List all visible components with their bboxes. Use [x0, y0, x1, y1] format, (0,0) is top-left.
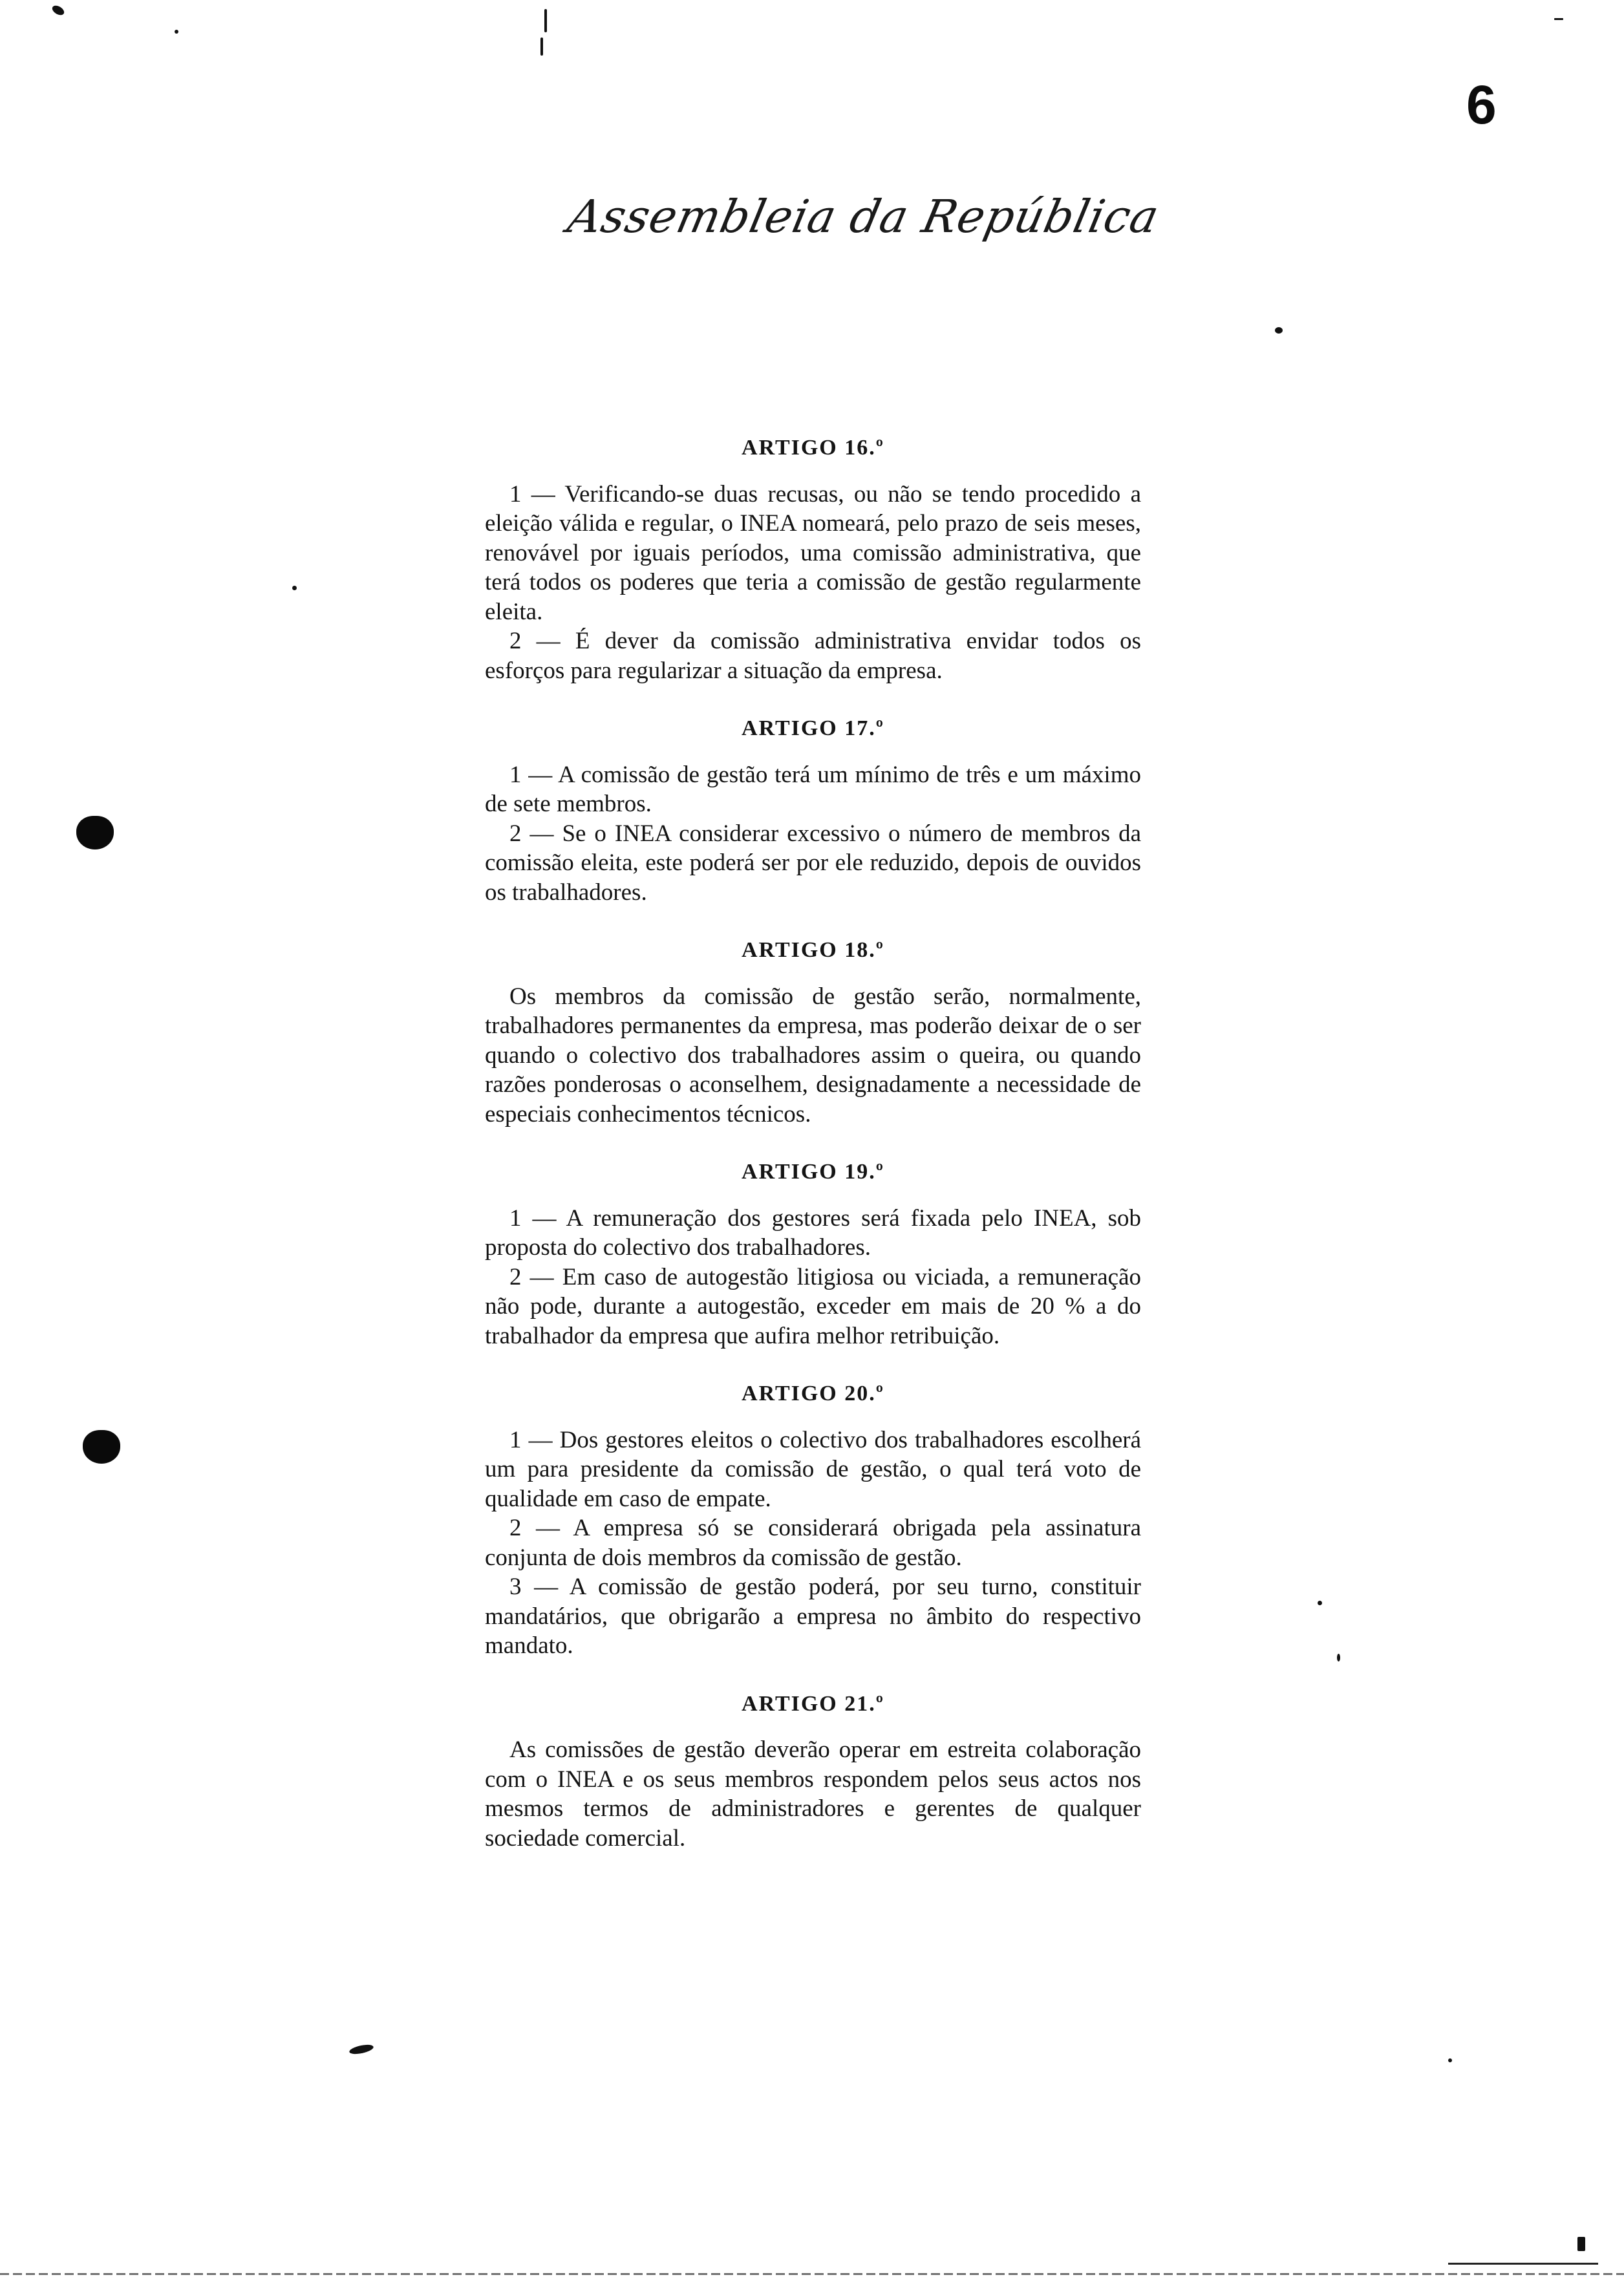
scan-speck: [1554, 18, 1563, 20]
article-19: [485, 1157, 1141, 1351]
article-paragraph: 1 — A comissão de gestão terá um mínimo de três e um máximo de sete membros.: [485, 761, 1141, 817]
scan-edge-line: [0, 2273, 1624, 2275]
article-paragraph: 1 — Dos gestores eleitos o colectivo dos trabalhadores escolherá um para presidente da comissão de gestão, o qual terá voto de qualidade em caso de empate.: [485, 1426, 1141, 1512]
article-20: [485, 1379, 1141, 1661]
punch-hole-top: [76, 816, 114, 849]
article-heading: ARTIGO 21.º: [742, 1691, 884, 1716]
article-paragraph: As comissões de gestão deverão operar em estreita colaboração com o INEA e os seus membros respondem pelos seus actos nos mesmos termos de administradores e gerentes de qualquer sociedade comercial.: [485, 1736, 1141, 1852]
page-number: 6: [1466, 74, 1497, 135]
scan-speck: [1448, 2058, 1452, 2062]
scan-speck: [175, 30, 178, 34]
article-heading: ARTIGO 19.º: [742, 1160, 884, 1184]
article-paragraph: 2 — A empresa só se considerará obrigada pela assinatura conjunta de dois membros da comissão de gestão.: [485, 1515, 1141, 1571]
scan-edge-line: [1448, 2263, 1598, 2265]
article-paragraph: 2 — Em caso de autogestão litigiosa ou viciada, a remuneração não pode, durante a autogestão, exceder em mais de 20 % a do trabalhador da empresa que aufira melhor retribuição.: [485, 1263, 1141, 1349]
article-16: [485, 433, 1141, 685]
letterhead: Assembleia da República: [563, 190, 1164, 243]
article-heading: ARTIGO 17.º: [742, 716, 884, 740]
scan-speck: [1337, 1654, 1340, 1661]
scan-speck: [50, 4, 65, 17]
article-paragraph: 2 — Se o INEA considerar excessivo o número de membros da comissão eleita, este poderá ser por ele reduzido, depois de ouvidos os trabalhadores.: [485, 820, 1141, 906]
scan-speck: [292, 586, 297, 590]
article-18: [485, 935, 1141, 1129]
article-heading: ARTIGO 18.º: [742, 938, 884, 962]
article-paragraph: Os membros da comissão de gestão serão, normalmente, trabalhadores permanentes da empresa, mas poderão deixar de o ser quando o colectivo dos trabalhadores assim o queira, ou quando razões ponderosas o aconselhem, designadamente a necessidade de especiais conhecimentos técnicos.: [485, 983, 1141, 1127]
article-21: [485, 1689, 1141, 1853]
article-paragraph: 2 — É dever da comissão administrativa envidar todos os esforços para regularizar a situação da empresa.: [485, 628, 1141, 684]
document-body: [485, 433, 1141, 1853]
scan-speck: [348, 2043, 374, 2056]
article-heading: ARTIGO 16.º: [742, 436, 884, 460]
article-heading: ARTIGO 20.º: [742, 1382, 884, 1405]
punch-hole-bottom: [83, 1430, 120, 1464]
article-paragraph: 1 — Verificando-se duas recusas, ou não se tendo procedido a eleição válida e regular, o INEA nomeará, pelo prazo de seis meses, renovável por iguais períodos, uma comissão administrativa, que terá todos os poderes que teria a comissão de gestão regularmente eleita.: [485, 480, 1141, 625]
scan-speck: [540, 37, 543, 56]
scan-speck: [1318, 1601, 1322, 1605]
scan-speck: [1275, 327, 1283, 334]
article-17: [485, 714, 1141, 907]
article-paragraph: 3 — A comissão de gestão poderá, por seu turno, constituir mandatários, que obrigarão a empresa no âmbito do respectivo mandato.: [485, 1574, 1141, 1659]
scan-speck: [544, 9, 547, 32]
scan-speck: [1577, 2237, 1585, 2251]
article-paragraph: 1 — A remuneração dos gestores será fixada pelo INEA, sob proposta do colectivo dos trabalhadores.: [485, 1204, 1141, 1261]
